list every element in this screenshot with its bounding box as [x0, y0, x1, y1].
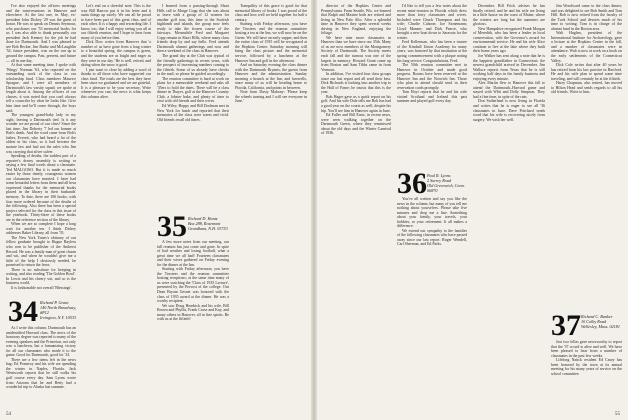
left-column-4: [235, 4, 307, 412]
paragraph: I'd like to tell you a few notes about the recent mini-reunion in Florida which drew more than forty classmates and wives. Included were Chuck Thompson and his wife; Charlie Cahoon; Joe Stonemann; Lloyd Manzer; and Dick Pearce, who brought a new boat down to Sarasota for the winter.: [397, 4, 467, 40]
class-number-37: 37: [551, 309, 581, 342]
paragraph: Fred Kellerman, who has been a trustee of the Kimball Union Academy for many years, was honored by that institution at the spring commencement with a plaque noting his long service. Congratulations, Fred.: [397, 40, 467, 63]
paragraph: Don Sutherland is now living in Florida and writes that he is eager to see all '36 classmates in June. Dave Pritchard sends word that his wife is recovering nicely from surgery. We wish her well.: [473, 99, 545, 122]
paragraph: The 50th reunion committee met in Hanover in October and made good progress. Rooms have been reserved at the Hanover Inn and the Norwich Inn. Those who plan to attend should send in their reservation cards promptly.: [397, 63, 467, 90]
left-column-3: [157, 4, 229, 212]
paragraph: Note from Dusty Mahony: 'Please keep the wheels turning and I will see everyone in June.': [235, 90, 307, 104]
paragraph: Tranquility of this grace is good for that memorial library of books. I was proud of the class and how well we held together for half a century.: [235, 4, 307, 22]
class-number-36: 36: [397, 167, 427, 200]
paragraph: December. Bill Frick advises he has finally retired, and he and his wife are living in a little house on the coast of Maine, where the winters are long but the summers are glorious.: [473, 4, 545, 27]
paragraph: I learned from a passing-through Shurt Hills call to Marge Copp that she was about to leave with a group of 12 women for another golf tour, this time to the Scottish highlands and islands, the group now feels ready to take the frozen course of the fairways. Meanwhile Fred and Margaret Copp remain in Short Hills, where many class friends drop by and say hello. Fred attends Dartmouth alumni gatherings and now and then a weekend of the class in Hanover.: [157, 4, 229, 54]
paragraph: Ed Fuller and Bill Ernst, in recent news, were seen walking together on the Dartmouth Green, where they reminisced about the old days and the Winter Carnival of 1936.: [321, 113, 391, 136]
paragraph: I've also enjoyed the officers meetings and the mini-reunions in Hanover and elsewhere. At the last one, in May, ex-president John Dickey '29 was the guest of honor. He was to speak on Dennis Seymour, who purchases our '53 memorial books for us. I was also able to thank personally our president Jack Kenney for the job he had done for Dartmouth. And I was pleased to see Bob Becker, Jim Burke and McLaughlin '54, future president, was on the run up to ground the campus. Past, present, and future — all in one day.: [6, 4, 76, 63]
right-column-4: [551, 4, 622, 304]
paragraph: In addition, I've visited four class groups since our last report and all send their best. Dick Richards is looking into another trip to the Hall of Fame; he insists that this is the year.: [321, 72, 391, 95]
paragraph: The reunion committee is hard at work on plans for a memorable weekend and asks all '35ers to hold the dates. There will be a class dinner in Thayer, golf at the Hanover Country Club, a lobster bake, and plenty of time to visit with old friends and their wives.: [157, 76, 229, 104]
paragraph: We have nine more classmates in Hanover than we have since our 35th. Many of us are now members of the Montgomery Society of Dartmouth. The Society meets each fall and the turnout was one of the largest in memory. Howard Grant came up from Boston and Sam Tibbs came in from Vermont.: [321, 35, 391, 72]
page-number-left: 54: [6, 412, 11, 417]
paragraph: You've all written and say you like the news in the column, but many of you tell me nothing about yourselves. Please take five minutes and drop me a line. Something about your family, your travels, your hobbies, or your retirement. It all makes a difference.: [397, 197, 467, 229]
paragraph: The New York Times's obituary of our fellow graduate brought to Hugue Bayless who rose to be publisher of the Amherst Record. He was a family man of great charm and wit, and when he wouldn't give me a little of the help I obviously needed, he promised to return the favor.: [6, 235, 76, 268]
left-column-3-lower: [157, 240, 229, 412]
paragraph: Let's end on a cheerful note. This is the way Bill Barrow put it in his letter and it sums things up nicely. We can all be proud to have been part of this great class, and of each other. It is a happy and rewarding life. I know, too, that I will enjoy seeing you all at our fiftieth reunion, and I hope to hear from many of you before then.: [81, 4, 151, 40]
paragraph: Joe Walker has sent along a note that he is the happiest grandfather in Connecticut; the newest grandchild arrived in December. Jim Wallace reports from Texas that he is still working half days in the family business and enjoying every minute.: [473, 54, 545, 81]
paragraph: Ed Wiley, Hoppy and Bill Dorfman met in New York for lunch and reported that their memories of the class were warm and vivid. Old friends recall old times.: [157, 104, 229, 122]
paragraph: Alex Martin flew to Hanover this fall to attend the Dartmouth–Harvard game and stayed with Whit and Dolly Simpson. They had a fine time, in spite of the rain.: [473, 81, 545, 99]
left-column-2: [81, 4, 151, 412]
paragraph: There is no substitute for keeping in writing, and also reading 'The Golden Bowl'. In Lewis and his cheery wit, and so is the business world.: [6, 267, 76, 286]
right-column-1: [321, 4, 391, 412]
right-page: [315, 0, 628, 420]
paragraph: Walt Hughes, president of the International Institute for Archaeology, gave a lecture at the Hopkins Center in the fall, and a number of classmates were in attendance. Walt is now at work on a book on the early settlements of the Connecticut Valley.: [551, 31, 622, 63]
paragraph: The youngest grand-baby lady in my sight, leaving a Dartmouth tied. Is it any wonder we are proud of our class? Since the last time, Jim Doherty '7 led our banner at Bob's death. And the word came from Bob's father, Everett, who had heard a lot of the oldest in his class, so it had become the mature law and had not the sales who Jim was carrying that silver salver.: [6, 113, 76, 154]
page-number-right: 55: [615, 412, 620, 417]
left-column-1: [6, 4, 76, 294]
paragraph: Dick Dow writes from Hanover that 'a number of us have gone from a long winter to a beautiful spring, the campus is green, and the students are as bright and eager as they were in our day.' He is well, retired, and skiing when the snow is good.: [81, 40, 151, 68]
paragraph: I just want to close by adding a word of thanks to all those who have supported our class fund. The totals are the best they have been since we graduated and we are grateful. It is a pleasure to be your secretary. Write whenever you can; the news is what keeps this column alive.: [81, 67, 151, 99]
secretary-address-37: Richard C. Banker 10 Colby Road Wellesley, Mass. 02181: [581, 314, 620, 329]
paragraph: director of the Hopkins Center and Pennsylvania. From Seattle, Wis. we learned that Ralph and Maxine both are retired and living in New Palo Alto. After a splendid time in Hanover they spent several weeks driving in New England, enjoying the foliage.: [321, 4, 391, 36]
paragraph: Starting with Friday afternoon, you have the Trustees and the reunion committee hosting a tea at the Inn, we will now be on the Green. We will have an early supper, and then the entire class of 1935 will be recognized at the Hopkins Center. Saturday morning will bring the class picture and the memorial service, followed by a luncheon at the Hanover Inn and golf in the afternoon.: [235, 22, 307, 63]
class-number-35: 35: [157, 210, 187, 243]
paragraph: Speaking of deaths, the saddest part of a reporter's dreary assembly is writing or saying a few final words about a classmate. Ted MALGOSO. But it is made so much easier by those timely, courageous women our classmates have married. I have had some beautiful letters from them and all bear expressed thanks for the memorial books placed in the library in their husbands' memory. To date, there are 106 books, with four more ordered because of the deaths of the following. Also there has been a special project selected for the class in this issue of the yearbook. Thirty-three of these books are in the reference section of the library.: [6, 154, 76, 222]
paragraph: Jim Woodward came to the class dinner, and was delighted to see Bob Smith and Tom Hill. Bob is now retired from the faculty of the Tuck School and devotes much of his time to writing. Tom is in charge of the alumni fund in the Boston area.: [551, 4, 622, 31]
paragraph: Starting with Friday afternoon, you have the Trustees and the reunion committee hosting receptions; at the same time many of us were watching the 'Class of 1935 Lecture', presented by the Provost of the college. Our Dean Bryant Gesner was honored with the class of 1935 award at the dinner. He was a worthy recipient.: [157, 267, 229, 304]
right-column-2-lower: [397, 197, 467, 412]
paragraph: A few more notes from our meeting, our fall reunion has just come and gone. In spite of bad weather and losing football, what a great time we all had! Fourteen classmates and their wives gathered on Friday evening for the dinner at the Inn.: [157, 240, 229, 267]
paragraph: At that same meeting time, I spoke with 'Wingy' Norman '63, who reported on the outstanding work of the class in our scholarship fund. Class members Maurice Sprague, and I were all members of Dartmouth's law varsity squad; we spoke at length about it. Among the officers of our classes, it was noted that you can't always tell a councilor by what he looks like. Give him time and he'll come through, the boys said.: [6, 63, 76, 113]
right-column-3: [473, 4, 545, 412]
paragraph: We saw Doug Hendrick and his wife, Bill Brown and Phyllis, Frank Cruse and Kay, and many others in Hanover, all in fine spirits. Be with us at the fiftieth!: [157, 303, 229, 322]
secretary-address-34: Richard P. Grant 140 North Broadway, #P12 Irvington, N.Y. 10533: [40, 300, 77, 320]
paragraph: Bob Hager gave us a quick report on his golf. And his wife Dale tells me Bob has had a good year on the courts as well, despite his hip. You'll see him in Hanover again in June.: [321, 94, 391, 113]
paragraph: There are a few items left in the news bag: Ed Pomeroy and his wife are spending the winter in Naples, Florida. Jack Wentworth reports that he still walks his golf course every day. Sam Lyons wrote from Arizona that he and Betty had a wonderful trip to Alaska last summer.: [6, 357, 76, 390]
paragraph: When we are so complete I hope a long wait for another ten. I think Dickey addresses Baker Library, all from '35.: [6, 222, 76, 236]
paragraph: Tom Hoyt reports that he and his wife visited Scotland and Ireland this past summer and played golf every day.: [397, 90, 467, 104]
right-column-4-lower: [551, 340, 622, 412]
secretary-address-36: Paul R. Lyons 2 Surrey Road Old Greenwich, Conn. 06870: [427, 173, 465, 193]
paragraph: Just two fellas gave newsworthy to report that the '37 crowd is alive and well. We have been pleased to hear from a number of classmates in the past few weeks.: [551, 340, 622, 358]
paragraph: As I write this column, Dartmouth has an unidentified Harvard class. The news of the honorary degree was reported to many of the evening speakers and the Princeton, not only was a luncheon, but a humanizing victory for all our classmates who made it to the game. Good for Dartmouth, good for '34.: [6, 326, 76, 358]
paragraph: Lifelong Natick resident Ed Casey has been honored by the town at its annual meeting for his many years of service on the school committee.: [551, 358, 622, 376]
paragraph: It is fashionable not overall 'Blessings'.: [11, 285, 72, 290]
left-column-1-lower: [6, 326, 76, 412]
class-number-34: 34: [8, 295, 38, 328]
paragraph: We extend our sympathy to the families of the following classmates who have passed away since our last report: Roger Wendell, Carl Sherman, and Ed Parks.: [397, 228, 467, 247]
left-page: [0, 0, 313, 420]
paragraph: And on Saturday evening the class dinner with the Dartmouth Bryants, the guests from Hanover and the administration. Sunday morning a brunch at the Inn, and farewells, since many of us will be heading home to Florida, California, and points in between.: [235, 63, 307, 90]
paragraph: Dick Cole writes that after 40 years he has retired from his law practice in Hartford. He and his wife plan to spend some time traveling, and will certainly be at the fiftieth.: [551, 63, 622, 81]
paragraph: Harry Chapman, also retired, has moved to Hilton Head and sends regards to all his old friends. Write to him.: [551, 81, 622, 95]
paragraph: The grand day at the Club was typical of the friendly gatherings in recent years, with the prospect of increasing numbers coming to the fiftieth. Some of us already have checks in the mail, so please be guided accordingly.: [157, 54, 229, 77]
paragraph: New Hampshire recognized Frank Morgan of Meredith, who has been a leader in local conservation, with the Governor's award for environmental service. He and his wife Alice continue to live at the lake where they built their home years ago.: [473, 26, 545, 54]
secretary-address-35: Richard D. Hantz Box 288, Rosemont Grandham, N.H. 03753: [188, 216, 228, 231]
right-column-2: [397, 4, 467, 169]
